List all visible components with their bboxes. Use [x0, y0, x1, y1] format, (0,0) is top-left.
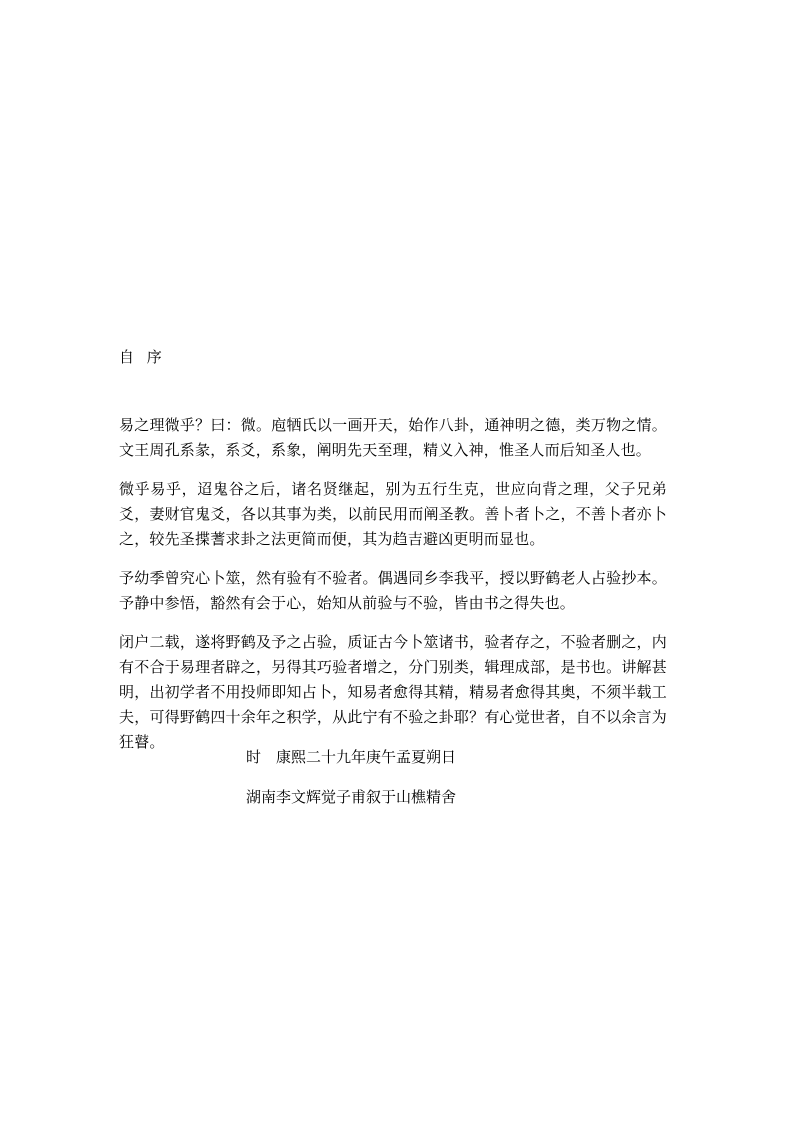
paragraph-4: 闭户二载，遂将野鹤及予之占验，质证古今卜筮诸书，验者存之，不验者删之，内有不合于易理者辟之，另得其巧验者增之，分门别类，辑理成部，是书也。讲解甚明，出初学者不用投师即知占卜，知易者愈得其精，精易者愈得其奥，不须半载工夫，可得野鹤四十余年之积学，从此宁有不验之卦耶？有心觉世者，自不以余言为狂瞽。 [119, 633, 667, 751]
date-line: 时 康熙二十九年庚午孟夏朔日 [246, 748, 457, 766]
preface-title: 自 序 [119, 348, 166, 366]
paragraph-1: 易之理微乎？曰：微。庖牺氏以一画开天，始作八卦，通神明之德，类万物之情。文王周孔系彖，系爻，系象，阐明先天至理，精义入神，惟圣人而后知圣人也。 [119, 416, 667, 459]
paragraph-3: 予幼季曾究心卜筮，然有验有不验者。偶遇同乡李我平，授以野鹤老人占验抄本。予静中参悟，豁然有会于心，始知从前验与不验，皆由书之得失也。 [119, 569, 667, 612]
preface-body [119, 413, 667, 769]
paragraph-2: 微乎易乎，迢鬼谷之后，诸名贤继起，别为五行生克，世应向背之理，父子兄弟爻，妻财官鬼爻，各以其事为类，以前民用而阐圣教。善卜者卜之，不善卜者亦卜之，较先圣揲蓍求卦之法更简而便，其为趋吉避凶更明而显也。 [119, 480, 667, 548]
author-line: 湖南李文辉觉子甫叙于山樵精舍 [246, 788, 457, 806]
